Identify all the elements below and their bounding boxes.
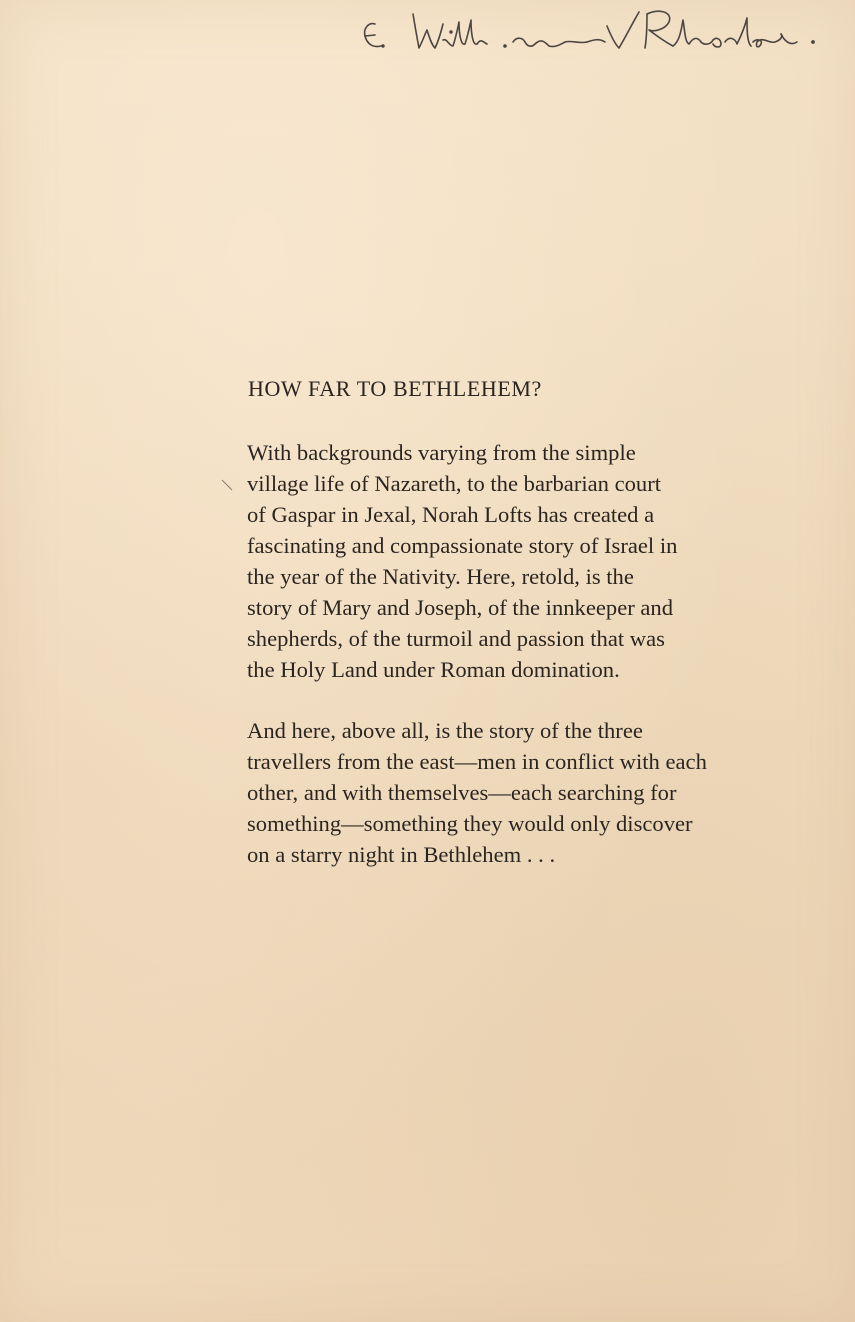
handwritten-signature	[355, 2, 835, 64]
paragraph-line: shepherds, of the turmoil and passion that was	[247, 626, 665, 651]
paragraph-line: travellers from the east—men in conflict with each	[247, 749, 707, 774]
paragraph-line: on a starry night in Bethlehem . . .	[247, 842, 556, 867]
paragraph-line: With backgrounds varying from the simple	[247, 440, 636, 465]
blurb-paragraph-2	[247, 715, 707, 870]
paragraph-line: other, and with themselves—each searching for	[247, 780, 677, 805]
paragraph-line: the Holy Land under Roman domination.	[247, 657, 620, 682]
paragraph-line: And here, above all, is the story of the three	[247, 718, 643, 743]
book-title-heading: HOW FAR TO BETHLEHEM?	[248, 376, 542, 401]
blurb-paragraph-1	[247, 437, 677, 685]
paragraph-line: fascinating and compassionate story of Israel in	[247, 533, 678, 558]
paragraph-line: something—something they would only discover	[247, 811, 693, 836]
paragraph-line: the year of the Nativity. Here, retold, is the	[247, 564, 634, 589]
pencil-tick-mark	[220, 478, 234, 492]
paragraph-line: of Gaspar in Jexal, Norah Lofts has created a	[247, 502, 655, 527]
paragraph-line: story of Mary and Joseph, of the innkeeper and	[247, 595, 674, 620]
paragraph-line: village life of Nazareth, to the barbarian court	[247, 471, 662, 496]
